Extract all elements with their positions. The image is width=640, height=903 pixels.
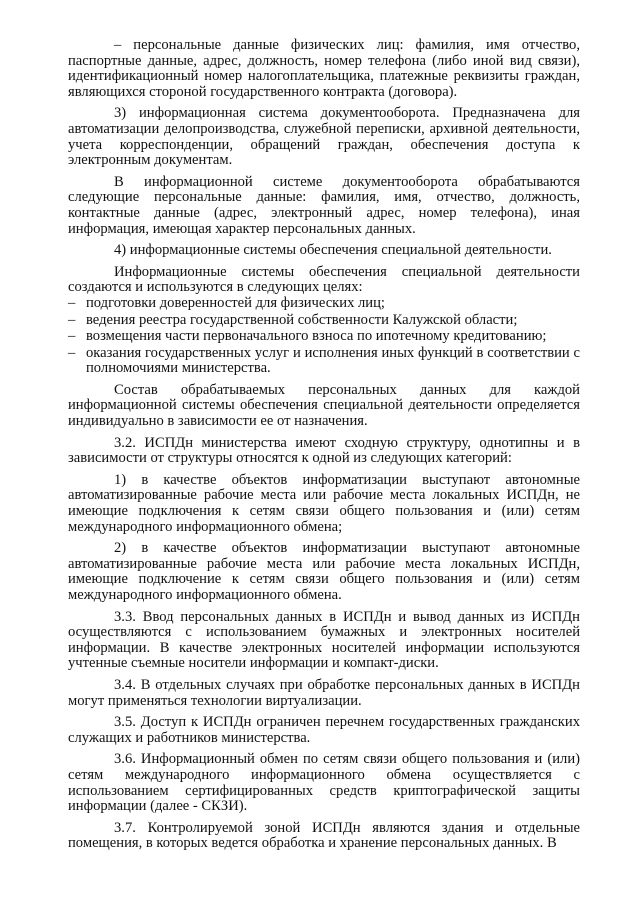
list-item	[68, 313, 580, 329]
purpose-list	[68, 296, 580, 377]
list-item-text: возмещения части первоначального взноса по ипотечному кредитованию;	[86, 328, 547, 345]
paragraph-document-system-data: В информационной системе документооборота обрабатываются следующие персональные данные: фамилия, имя, отчество, должность, контактные данные (адрес, электронный адрес, номер телефона), иная информация, имеющая характер персональных данных.	[68, 173, 580, 237]
list-dash: –	[68, 311, 76, 328]
list-item-text: подготовки доверенностей для физических лиц;	[86, 294, 385, 311]
list-dash: –	[68, 344, 76, 361]
paragraph-3-7: 3.7. Контролируемой зоной ИСПДн являются здания и отдельные помещения, в которых ведется обработка и хранение персональных данных. В	[68, 819, 580, 852]
paragraph-special-systems-purpose: Информационные системы обеспечения специальной деятельности создаются и используются в следующих целях:	[68, 263, 580, 296]
paragraph-3-6: 3.6. Информационный обмен по сетям связи общего пользования и (или) сетям международного информационного обмена осуществляется с использованием сертифицированных средств криптографической защиты информации (далее - СКЗИ).	[68, 751, 580, 815]
list-item	[68, 346, 580, 377]
paragraph-category-1: 1) в качестве объектов информатизации выступают автономные автоматизированные рабочие места или рабочие места локальных ИСПДн, не имеющие подключения к сетям связи общего пользования и (или) сетям международного информационного обмена;	[68, 471, 580, 535]
list-item-text: ведения реестра государственной собственности Калужской области;	[86, 311, 518, 328]
paragraph-category-2: 2) в качестве объектов информатизации выступают автономные автоматизированные рабочие места или рабочие места локальных ИСПДн, имеющие подключение к сетям связи общего пользования и (или) сетям международного информационного обмена.	[68, 540, 580, 603]
paragraph-3-2: 3.2. ИСПДн министерства имеют сходную структуру, однотипны и в зависимости от структуры относятся к одной из следующих категорий:	[68, 434, 580, 467]
paragraph-personal-data: – персональные данные физических лиц: фамилия, имя отчество, паспортные данные, адрес, должность, номер телефона (либо иной вид связи), идентификационный номер налогоплательщика, платежные реквизиты граждан, являющихся стороной государственного контракта (договора).	[68, 37, 580, 100]
list-dash: –	[68, 294, 76, 311]
paragraph-3-5: 3.5. Доступ к ИСПДн ограничен перечнем государственных гражданских служащих и работников министерства.	[68, 714, 580, 746]
paragraph-special-systems-heading: 4) информационные системы обеспечения специальной деятельности.	[114, 242, 552, 259]
paragraph-3-3: 3.3. Ввод персональных данных в ИСПДн и вывод данных из ИСПДн осуществляются с использованием бумажных и электронных носителей информации. В качестве электронных носителей информации используются учтенные съемные носители информации и компакт-диски.	[68, 608, 580, 672]
paragraph-3-4: 3.4. В отдельных случаях при обработке персональных данных в ИСПДн могут применяться технологии виртуализации.	[68, 676, 580, 709]
list-dash: –	[68, 328, 76, 345]
list-item	[68, 329, 580, 345]
paragraph-composition: Состав обрабатываемых персональных данных для каждой информационной системы обеспечения специальной деятельности определяется индивидуально в зависимости ее от назначения.	[68, 381, 580, 430]
paragraph-document-system: 3) информационная система документооборота. Предназначена для автоматизации делопроизводства, служебной переписки, архивной деятельности, учета корреспонденции, обращений граждан, обеспечения доступа к электронным документам.	[68, 105, 580, 169]
list-item-text: оказания государственных услуг и исполнения иных функций в соответствии с полномочиями министерства.	[86, 344, 580, 377]
list-item	[68, 296, 580, 312]
document-page	[68, 38, 580, 858]
